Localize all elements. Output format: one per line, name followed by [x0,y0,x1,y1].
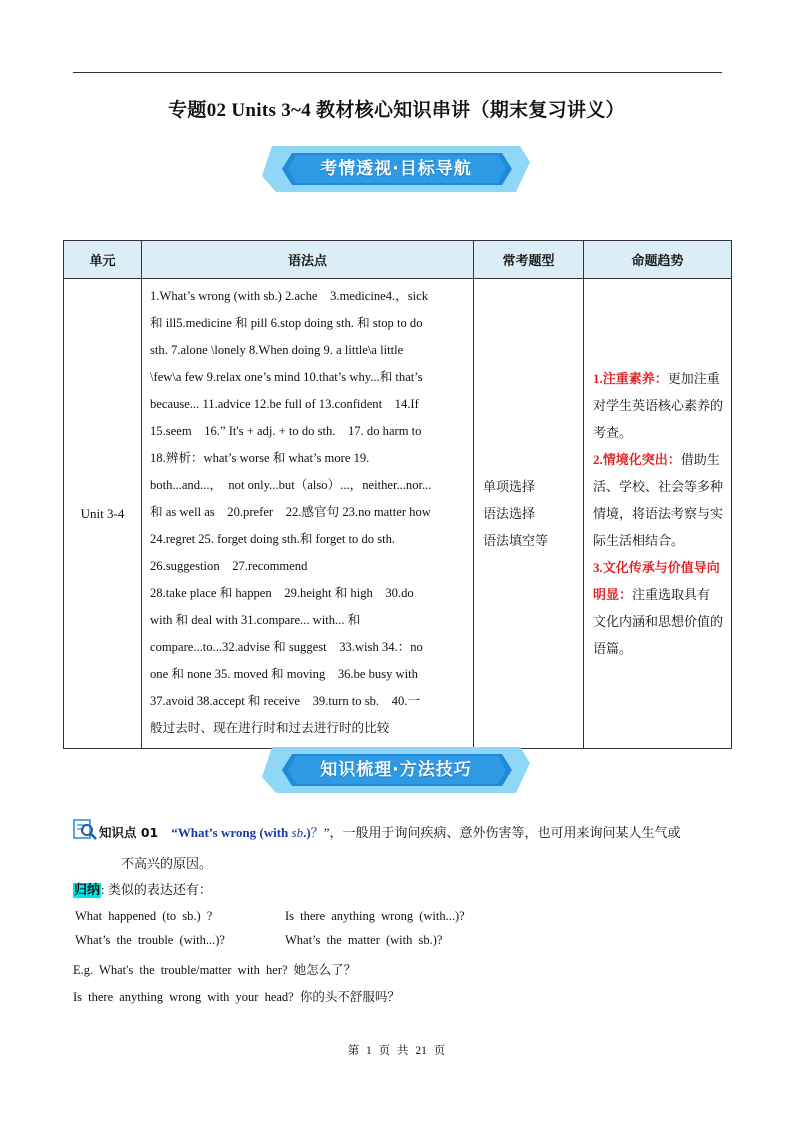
trend-item [593,554,723,662]
section-banner-overview [262,146,530,192]
grammar-points-cell [142,279,474,749]
grammar-point-line: because... 11.advice 12.be full of 13.confident 14.If [150,397,419,411]
question-type: 语法填空等 [483,533,549,548]
summary-line [73,879,212,898]
banner-title: 考情透视·目标导航 [320,159,472,179]
knowledge-point [73,818,728,878]
phrase-sb: sb [291,824,304,840]
trend-label: 1.注重素养： [593,371,668,386]
phrase-close: .) [303,824,311,840]
knowledge-point-line [73,818,728,850]
section-banner-knowledge [262,747,530,793]
grammar-point-line: 和 as well as 20.prefer 22.感官句 23.no matter how [150,505,431,519]
knowledge-desc-continued: 不高兴的原因。 [121,856,213,871]
header-grammar: 语法点 [142,241,474,279]
header-question-types: 常考题型 [474,241,584,279]
question-types-cell [474,279,584,749]
example-sentence: Is there anything wrong with your head? 你的头不舒服吗？ [73,990,400,1004]
table-row [64,279,732,749]
grammar-point-line: compare...to...32.advise 和 suggest 33.wish 34.：no [150,640,423,654]
grammar-point-line: 28.take place 和 happen 29.height 和 high 30.do [150,586,414,600]
trend-item [593,365,723,446]
grammar-point-line: one 和 none 35. moved 和 moving 36.be busy with [150,667,418,681]
header-trends: 命题趋势 [584,241,732,279]
grammar-point-line: 1.What’s wrong (with sb.) 2.ache 3.medicine4.，sick [150,289,429,303]
phrase-question-mark: ？ [310,824,324,840]
grammar-point-line: 24.regret 25. forget doing sth.和 forget to do sth. [150,532,396,546]
grammar-point-line: 般过去时、现在进行时和过去进行时的比较 [150,721,390,735]
trend-text: 注重选取具有文化内涵和思想价值的语篇。 [593,587,724,656]
knowledge-desc: ”，一般用于询问疾病、意外伤害等，也可用来询问某人生气或 [323,824,681,840]
magnifier-book-icon [73,818,97,850]
trends-cell [584,279,732,749]
page-footer: 第 1 页 共 21 页 [347,1045,446,1057]
grammar-point-line: 37.avoid 38.accept 和 receive 39.turn to sb. 40.一 [150,694,420,708]
trend-label: 2.情境化突出： [593,452,681,467]
summary-badge: 归纳 [74,883,101,898]
header-unit: 单元 [64,241,142,279]
trend-text: 借助生活、学校、社会等多种情境，将语法考察与实际生活相结合。 [593,452,724,548]
grammar-point-line: 26.suggestion 27.recommend [150,559,308,573]
expression-item: What happened (to sb.) ? [75,909,213,923]
knowledge-point-label: 知识点 01 [99,824,159,840]
question-type: 单项选择 [483,479,536,494]
trend-label: 3.文化传承与价值导向明显： [593,560,720,602]
summary-text: : 类似的表达还有： [101,882,212,897]
grammar-point-line: \few\a few 9.relax one’s mind 10.that’s why...和 that’s [150,370,423,384]
grammar-table [63,240,732,749]
unit-cell: Unit 3-4 [64,279,142,749]
header-rule [73,72,722,73]
example-sentence: E.g. What's the trouble/matter with her? 她怎么了？ [73,963,357,977]
grammar-point-line: 15.seem 16.” It's + adj. + to do sth. 17. do harm to [150,424,422,438]
banner-title: 知识梳理·方法技巧 [320,760,472,780]
phrase-open: “What’s wrong (with [171,824,292,840]
grammar-point-line: 和 ill5.medicine 和 pill 6.stop doing sth. 和 stop to do [150,316,423,330]
grammar-point-line: sth. 7.alone \lonely 8.When doing 9. a little\a little [150,343,404,357]
grammar-point-line: 18.辨析：what’s worse 和 what’s more 19. [150,451,370,465]
question-type: 语法选择 [483,506,536,521]
expression-item: What’s the trouble (with...)? [75,933,225,947]
trend-item [593,446,723,554]
table-header-row [64,241,732,279]
expression-item: Is there anything wrong (with...)? [285,909,465,923]
grammar-point-line: both...and...， not only...but（also）...，neither...nor... [150,478,432,492]
trend-text: 更加注重对学生英语核心素养的考查。 [593,371,724,440]
expression-item: What’s the matter (with sb.)? [285,933,443,947]
page-title: 专题02 Units 3~4 教材核心知识串讲（期末复习讲义） [168,100,625,121]
grammar-point-line: with 和 deal with 31.compare... with... 和 [150,613,361,627]
